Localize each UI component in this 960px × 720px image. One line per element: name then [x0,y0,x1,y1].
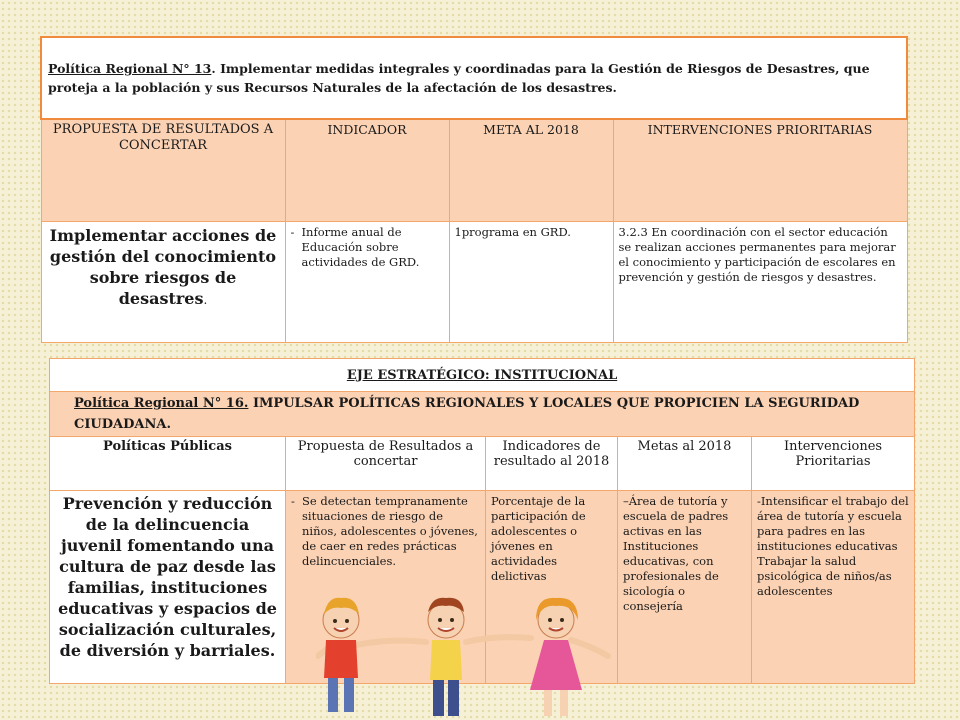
result-period: . [203,293,208,307]
intervention-cell: 3.2.3 En coordinación con el sector educación se realizan acciones permanentes para mejorar el conocimiento y participación de escolares en prevención y gestión de riesgos y desastres. [613,222,907,343]
children-holding-hands-illustration [316,590,616,720]
strategic-axis-label: EJE ESTRATÉGICO: INSTITUCIONAL [346,367,618,383]
risk-management-table [40,36,908,343]
intervention-2: Trabajar la salud psicológica de niños/as adolescentes [757,554,892,598]
regional-policy-16 [50,392,915,437]
header-proposal-results: Propuesta de Resultados a concertar [286,437,486,491]
header-goal: META AL 2018 [449,119,613,222]
interventions-cell [752,491,915,684]
goal-cell: 1programa en GRD. [449,222,613,343]
indicator-text: Informe anual de Educación sobre actividades de GRD. [301,225,420,269]
result-text: Implementar acciones de gestión del conocimiento sobre riesgos de desastres [49,226,277,308]
policy-13-text: . Implementar medidas integrales y coordinadas para la Gestión de Riesgos de Desastres, que proteja a la población y sus Recursos Naturales de la afectación de los desastres. [48,61,870,95]
intervention-1: -Intensificar el trabajo del área de tutoría y escuela para padres en las instituciones educativas [757,494,909,553]
policy-16-text: IMPULSAR POLÍTICAS REGIONALES Y LOCALES QUE PROPICIEN LA SEGURIDAD CIUDADANA. [74,396,860,432]
result-cell [41,222,285,343]
regional-policy-13 [41,37,907,119]
strategic-axis-title [50,359,915,392]
header-goals-2018: Metas al 2018 [618,437,752,491]
bullet-dash: - [291,494,295,508]
public-policy-cell: Prevención y reducción de la delincuencia juvenil fomentando una cultura de paz desde las familias, instituciones educativas y espacios de socialización culturales, de diversión y barriales. [50,491,286,684]
indicator-result-cell: Porcentaje de la participación de adolescentes o jóvenes en actividades delictivas [486,491,618,684]
child-pink-dress [530,598,582,716]
header-proposal: PROPUESTA DE RESULTADOS A CONCERTAR [41,119,285,222]
goals-cell: –Área de tutoría y escuela de padres activas en las Instituciones educativas, con profesionales de sicología o consejería [618,491,752,684]
policy-13-label: Política Regional N° 13 [48,61,212,76]
header-interventions: INTERVENCIONES PRIORITARIAS [613,119,907,222]
proposal-text: Se detectan tempranamente situaciones de riesgo de niños, adolescentes o jóvenes, de caer en redes prácticas delincuenciales. [302,494,478,568]
child-yellow-shirt [428,598,464,716]
child-red-shirt [323,598,359,712]
bullet-dash: - [290,225,295,239]
header-priority-interventions: Intervenciones Prioritarias [752,437,915,491]
policy-16-label: Política Regional N° 16. [74,396,249,411]
header-result-indicators: Indicadores de resultado al 2018 [486,437,618,491]
header-public-policies: Políticas Públicas [50,437,286,491]
indicator-cell [285,222,449,343]
header-indicator: INDICADOR [285,119,449,222]
